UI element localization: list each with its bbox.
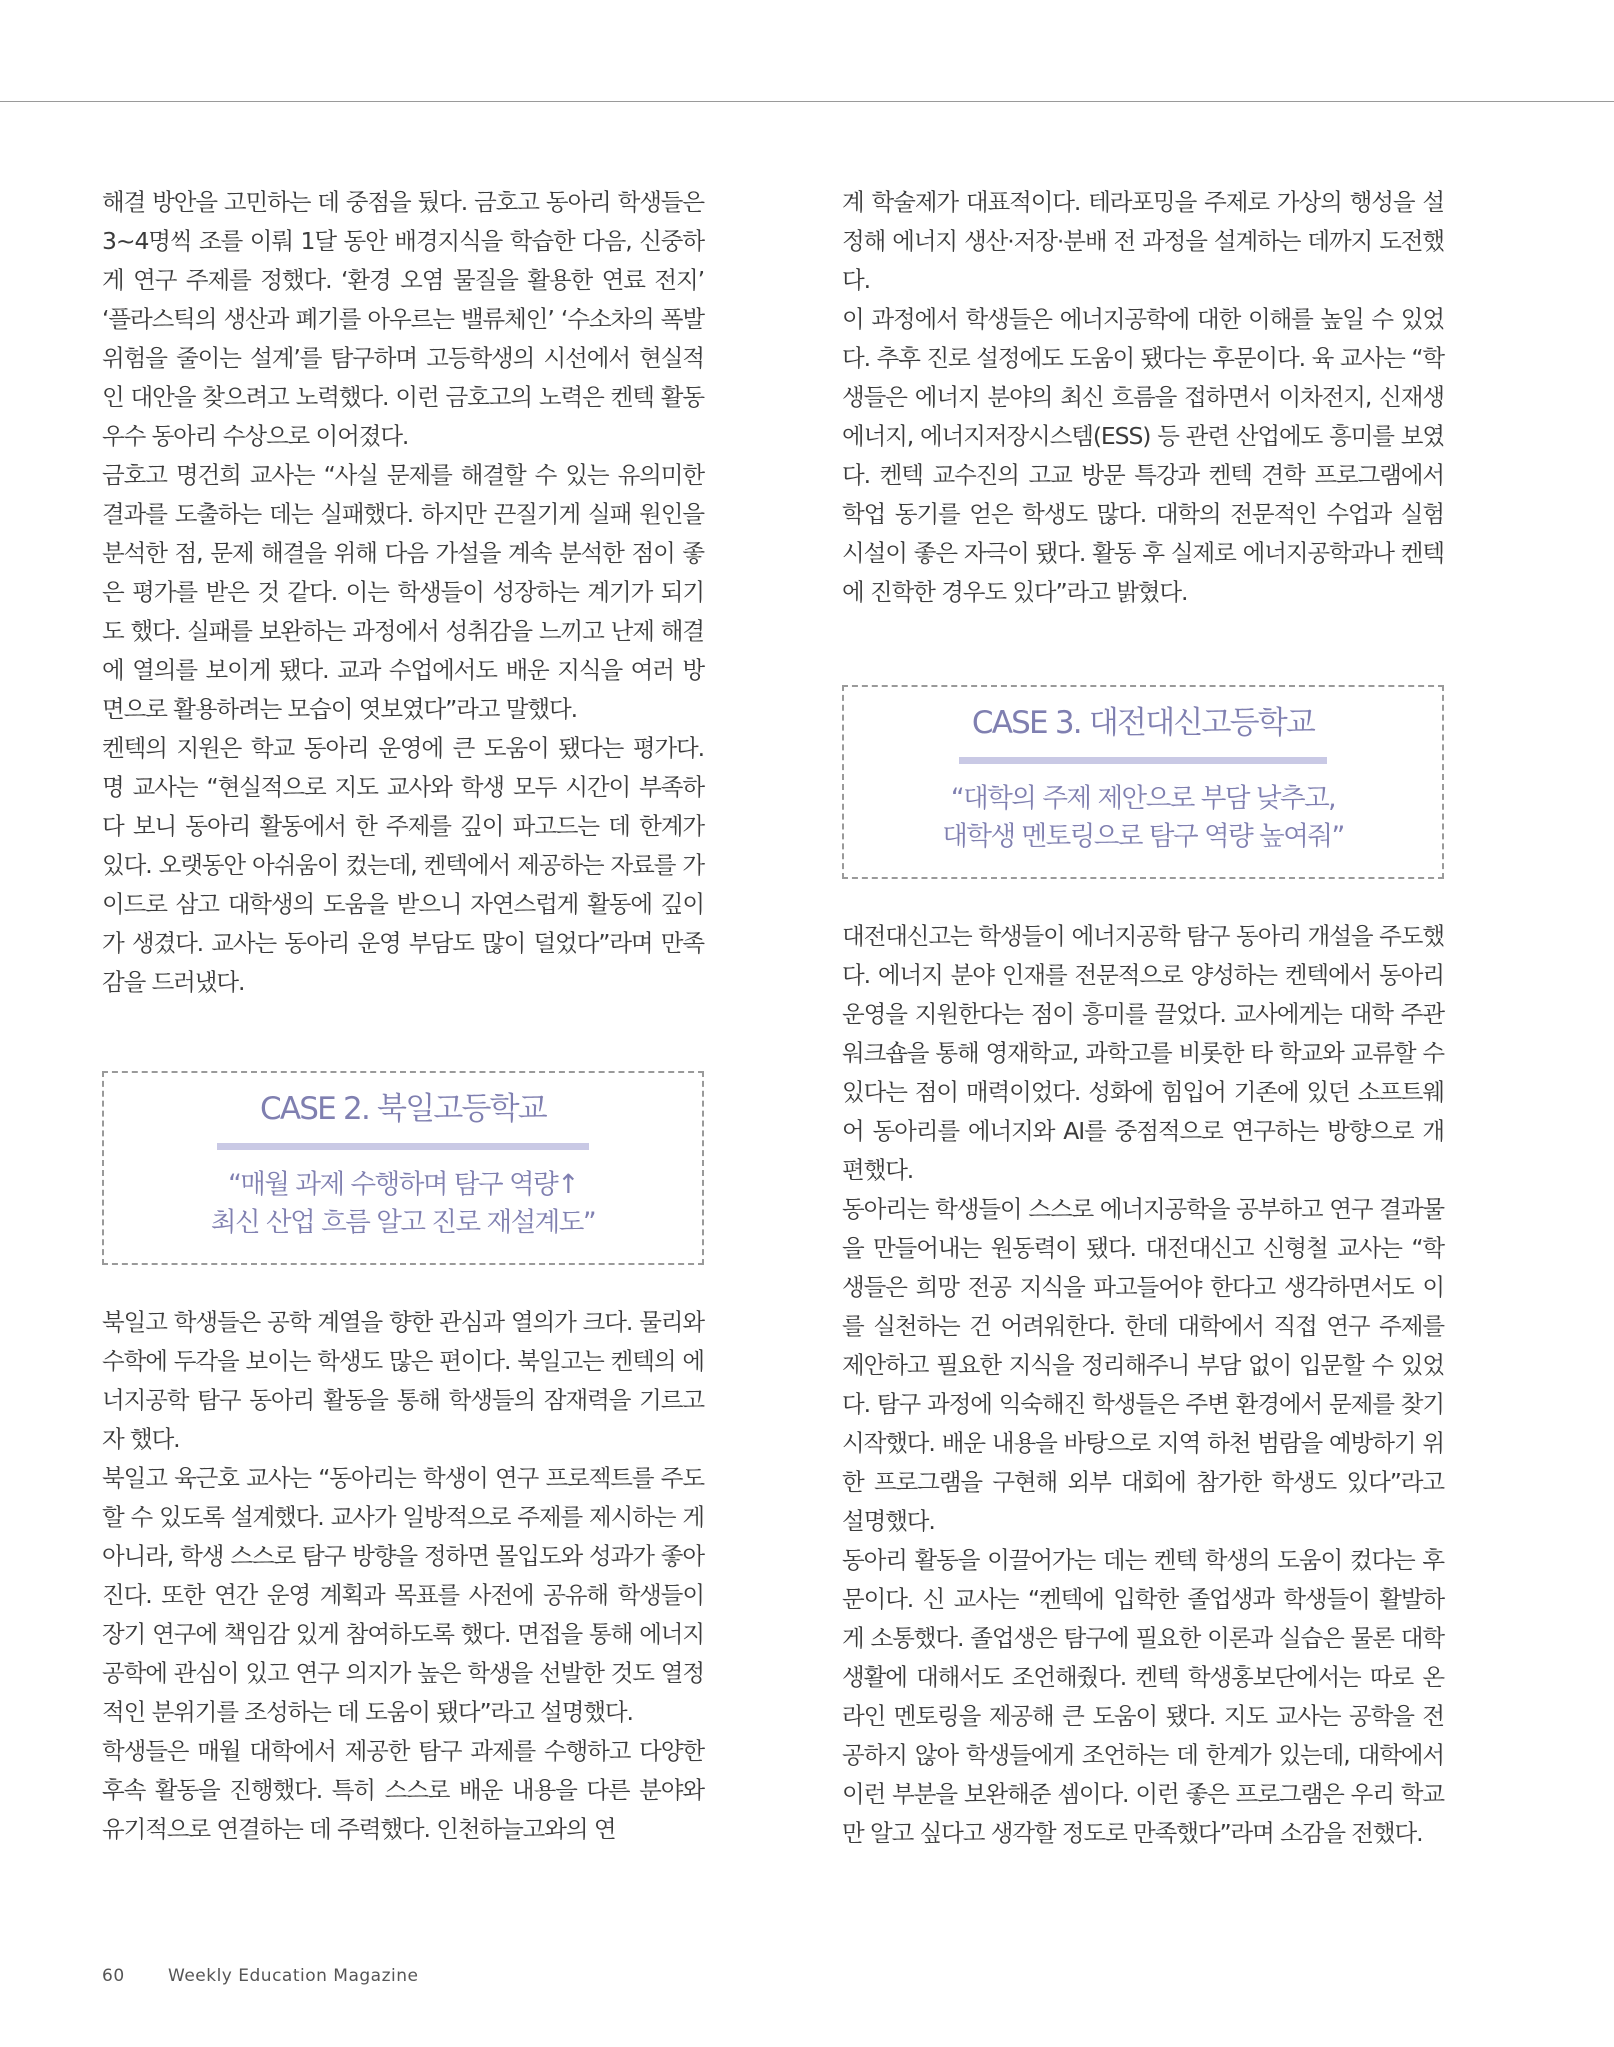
case-2-divider bbox=[217, 1143, 589, 1150]
case-3-quote-line-1: “대학의 주제 제안으로 부담 낮추고, bbox=[950, 783, 1336, 814]
case-3-title: CASE 3. 대전대신고등학교 bbox=[971, 705, 1315, 741]
page-number: 60 bbox=[102, 1966, 125, 1986]
page-footer bbox=[102, 1966, 418, 1986]
left-paragraph-1: 해결 방안을 고민하는 데 중점을 뒀다. 금호고 동아리 학생들은 3~4명씩 조를 이뤄 1달 동안 배경지식을 학습한 다음, 신중하게 연구 주제를 정했다. ‘환경 오염 물질을 활용한 연료 전지’ ‘플라스틱의 생산과 폐기를 아우르는 밸류체인’ ‘수소차의 폭발 위험을 줄이는 설계’를 탐구하며 고등학생의 시선에서 현실적인 대안을 찾으려고 노력했다. 이런 금호고의 노력은 켄텍 활동 우수 동아리 수상으로 이어졌다. bbox=[102, 188, 704, 450]
left-paragraph-5: 북일고 육근호 교사는 “동아리는 학생이 연구 프로젝트를 주도할 수 있도록 설계했다. 교사가 일방적으로 주제를 제시하는 게 아니라, 학생 스스로 탐구 방향을 정하면 몰입도와 성과가 좋아진다. 또한 연간 운영 계획과 목표를 사전에 공유해 학생들이 장기 연구에 책임감 있게 참여하도록 했다. 면접을 통해 에너지공학에 관심이 있고 연구 의지가 높은 학생을 선발한 것도 열정적인 분위기를 조성하는 데 도움이 됐다”라고 설명했다. bbox=[102, 1464, 704, 1726]
right-paragraph-1: 계 학술제가 대표적이다. 테라포밍을 주제로 가상의 행성을 설정해 에너지 생산·저장·분배 전 과정을 설계하는 데까지 도전했다. bbox=[842, 188, 1444, 294]
left-column bbox=[102, 183, 704, 1849]
case-2-quote-line-1: “매월 과제 수행하며 탐구 역량↑ bbox=[228, 1169, 578, 1200]
case-3-box bbox=[842, 685, 1444, 879]
right-column bbox=[842, 183, 1444, 1853]
right-paragraph-2: 이 과정에서 학생들은 에너지공학에 대한 이해를 높일 수 있었다. 추후 진로 설정에도 도움이 됐다는 후문이다. 육 교사는 “학생들은 에너지 분야의 최신 흐름을 접하면서 이차전지, 신재생 에너지, 에너지저장시스템(ESS) 등 관련 산업에도 흥미를 보였다. 켄텍 교수진의 고교 방문 특강과 켄텍 견학 프로그램에서 학업 동기를 얻은 학생도 많다. 대학의 전문적인 수업과 실험 시설이 좋은 자극이 됐다. 활동 후 실제로 에너지공학과나 켄텍에 진학한 경우도 있다”라고 밝혔다. bbox=[842, 305, 1444, 606]
left-paragraph-2: 금호고 명건희 교사는 “사실 문제를 해결할 수 있는 유의미한 결과를 도출하는 데는 실패했다. 하지만 끈질기게 실패 원인을 분석한 점, 문제 해결을 위해 다음 가설을 계속 분석한 점이 좋은 평가를 받은 것 같다. 이는 학생들이 성장하는 계기가 되기도 했다. 실패를 보완하는 과정에서 성취감을 느끼고 난제 해결에 열의를 보이게 됐다. 교과 수업에서도 배운 지식을 여러 방면으로 활용하려는 모습이 엿보였다”라고 말했다. bbox=[102, 461, 704, 723]
case-2-title: CASE 2. 북일고등학교 bbox=[260, 1091, 546, 1127]
left-paragraph-4: 북일고 학생들은 공학 계열을 향한 관심과 열의가 크다. 물리와 수학에 두각을 보이는 학생도 많은 편이다. 북일고는 켄텍의 에너지공학 탐구 동아리 활동을 통해 학생들의 잠재력을 기르고자 했다. bbox=[102, 1308, 704, 1453]
left-paragraph-6: 학생들은 매월 대학에서 제공한 탐구 과제를 수행하고 다양한 후속 활동을 진행했다. 특히 스스로 배운 내용을 다른 분야와 유기적으로 연결하는 데 주력했다. 인천하늘고와의 연 bbox=[102, 1737, 704, 1843]
right-paragraph-4: 동아리는 학생들이 스스로 에너지공학을 공부하고 연구 결과물을 만들어내는 원동력이 됐다. 대전대신고 신형철 교사는 “학생들은 희망 전공 지식을 파고들어야 한다고 생각하면서도 이를 실천하는 건 어려워한다. 한데 대학에서 직접 연구 주제를 제안하고 필요한 지식을 정리해주니 부담 없이 입문할 수 있었다. 탐구 과정에 익숙해진 학생들은 주변 환경에서 문제를 찾기 시작했다. 배운 내용을 바탕으로 지역 하천 범람을 예방하기 위한 프로그램을 구현해 외부 대회에 참가한 학생도 있다”라고 설명했다. bbox=[842, 1195, 1444, 1535]
top-rule bbox=[0, 101, 1614, 102]
left-paragraph-3: 켄텍의 지원은 학교 동아리 운영에 큰 도움이 됐다는 평가다. 명 교사는 “현실적으로 지도 교사와 학생 모두 시간이 부족하다 보니 동아리 활동에서 한 주제를 깊이 파고드는 데 한계가 있다. 오랫동안 아쉬움이 컸는데, 켄텍에서 제공하는 자료를 가이드로 삼고 대학생의 도움을 받으니 자연스럽게 활동에 깊이가 생겼다. 교사는 동아리 운영 부담도 많이 덜었다”라며 만족감을 드러냈다. bbox=[102, 734, 704, 996]
magazine-name: Weekly Education Magazine bbox=[168, 1966, 419, 1986]
case-3-quote-line-2: 대학생 멘토링으로 탐구 역량 높여줘” bbox=[942, 821, 1344, 852]
case-2-quote-line-2: 최신 산업 흐름 알고 진로 재설계도” bbox=[210, 1207, 596, 1238]
case-2-box bbox=[102, 1071, 704, 1265]
right-paragraph-5: 동아리 활동을 이끌어가는 데는 켄텍 학생의 도움이 컸다는 후문이다. 신 교사는 “켄텍에 입학한 졸업생과 학생들이 활발하게 소통했다. 졸업생은 탐구에 필요한 이론과 실습은 물론 대학 생활에 대해서도 조언해줬다. 켄텍 학생홍보단에서는 따로 온라인 멘토링을 제공해 큰 도움이 됐다. 지도 교사는 공학을 전공하지 않아 학생들에게 조언하는 데 한계가 있는데, 대학에서 이런 부분을 보완해준 셈이다. 이런 좋은 프로그램은 우리 학교만 알고 싶다고 생각할 정도로 만족했다”라며 소감을 전했다. bbox=[842, 1546, 1444, 1847]
case-3-divider bbox=[959, 757, 1327, 764]
right-paragraph-3: 대전대신고는 학생들이 에너지공학 탐구 동아리 개설을 주도했다. 에너지 분야 인재를 전문적으로 양성하는 켄텍에서 동아리 운영을 지원한다는 점이 흥미를 끌었다. 교사에게는 대학 주관 워크숍을 통해 영재학교, 과학고를 비롯한 타 학교와 교류할 수 있다는 점이 매력이었다. 성화에 힘입어 기존에 있던 소프트웨어 동아리를 에너지와 AI를 중점적으로 연구하는 방향으로 개편했다. bbox=[842, 922, 1445, 1184]
